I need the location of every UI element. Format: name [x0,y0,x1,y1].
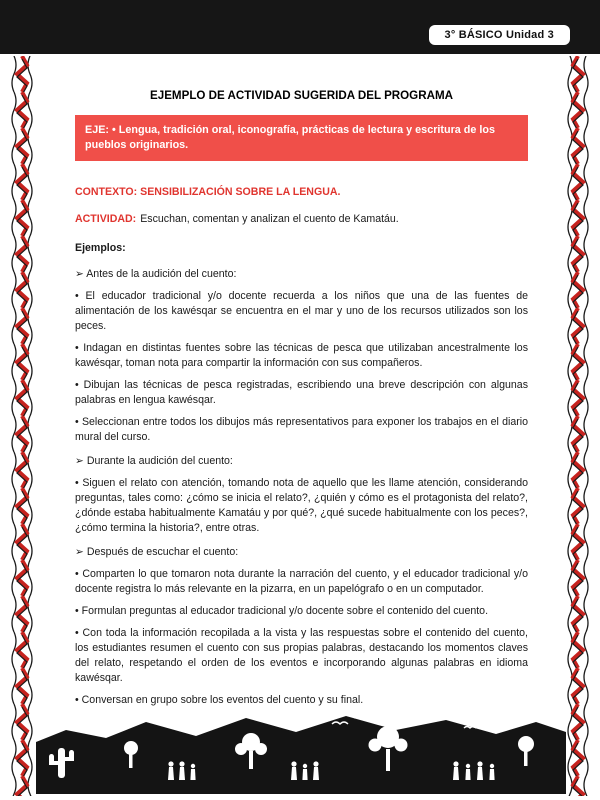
bullet-item: • Siguen el relato con atención, tomando nota de aquello que les llame atención, considerando preguntas, tales como: ¿cómo se inicia el relato?, ¿quién y cómo es el protagonista del relato?, ¿dónde estaba habitualmente Kamatáu y por qué?, ¿qué sucede habitualmente con los peces?, ¿cómo termina la historia?, entre otras. [75,477,528,534]
page-title: EJEMPLO DE ACTIVIDAD SUGERIDA DEL PROGRAMA [150,89,453,102]
footer-illustration [36,706,566,794]
bullet-item: • Seleccionan entre todos los dibujos más representativos para exponer los trabajos en el diario mural del curso. [75,416,528,443]
ejemplos-label: Ejemplos: [75,242,126,254]
section-heading-despues: ➢ Después de escuchar el cuento: [75,546,239,558]
actividad-text: Escuchan, comentan y analizan el cuento de Kamatáu. [140,213,399,225]
eje-banner: EJE: • Lengua, tradición oral, iconografía, prácticas de lectura y escritura de los pueblos originarios. [75,115,528,161]
actividad-label: ACTIVIDAD: [75,213,137,225]
top-bar [0,0,600,54]
contexto-label: CONTEXTO: SENSIBILIZACIÓN SOBRE LA LENGUA. [75,186,341,198]
bullet-item: • Con toda la información recopilada a la vista y las respuestas sobre el contenido del cuento, los estudiantes resumen el cuento con sus propias palabras, destacando los momentos claves del relato, respetando el orden de los eventos e incorporando algunas palabras en idioma kawésqar. [75,627,528,684]
page-content [75,88,528,715]
bullet-item: • El educador tradicional y/o docente recuerda a los niños que una de las fuentes de alimentación de los kawésqar se encuentra en el mar y uno de los recursos utilizados son los peces. [75,290,528,332]
bullet-item: • Dibujan las técnicas de pesca registradas, escribiendo una breve descripción con algunas palabras en lengua kawésqar. [75,379,528,406]
bullet-item: • Comparten lo que tomaron nota durante la narración del cuento, y el educador tradicional y/o docente registra lo más relevante en la pizarra, en un papelógrafo o en un computador. [75,568,528,595]
decorative-border-right-pattern [565,56,591,796]
unit-badge: 3° BÁSICO Unidad 3 [429,25,570,45]
bullet-item: • Indagan en distintas fuentes sobre las técnicas de pesca que utilizaban ancestralmente los kawésqar, toman nota para compartir la información con sus compañeros. [75,342,528,369]
actividad-line [75,212,528,227]
section-heading-durante: ➢ Durante la audición del cuento: [75,455,233,467]
bullet-item: • Formulan preguntas al educador tradicional y/o docente sobre el contenido del cuento. [75,605,489,617]
bullet-item: • Conversan en grupo sobre los eventos del cuento y su final. [75,694,364,706]
decorative-border-left-pattern [9,56,35,796]
section-heading-antes: ➢ Antes de la audición del cuento: [75,268,237,280]
